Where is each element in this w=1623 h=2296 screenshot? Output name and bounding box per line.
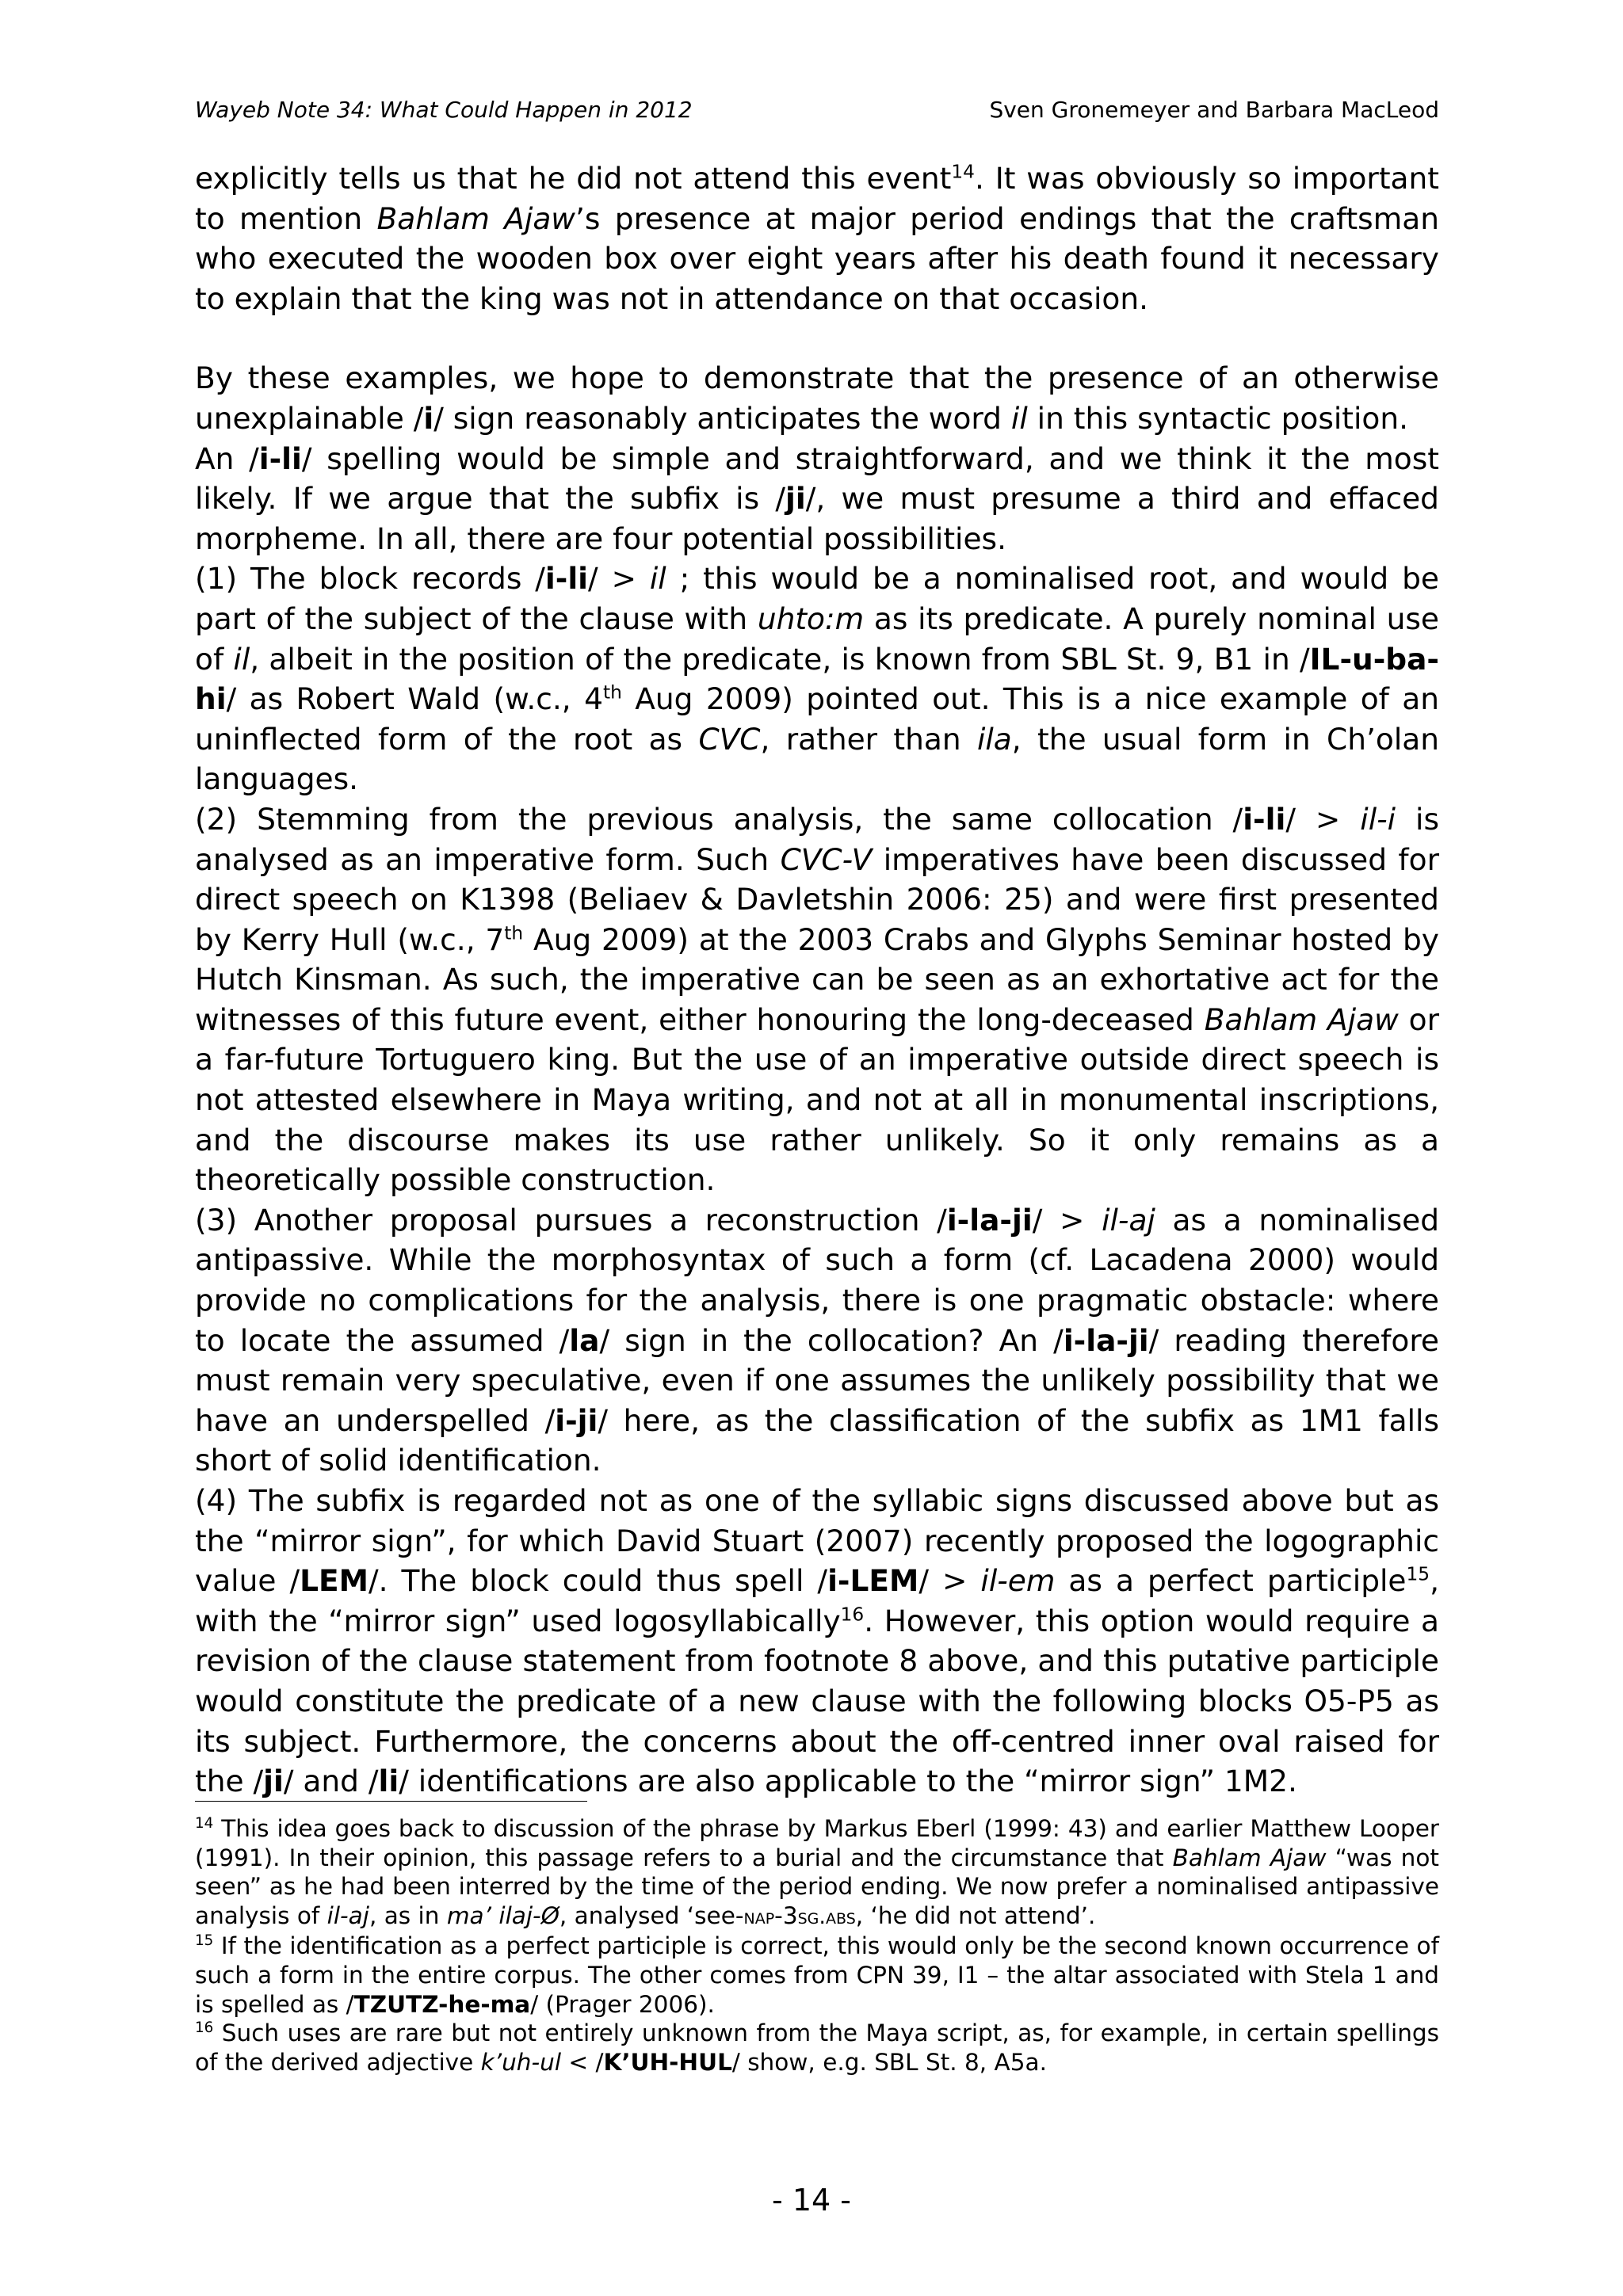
paragraph-possibility-3: (3) Another proposal pursues a reconstruction /i-la-ji/ > il-aj as a nominalised antipassive. While the morphosyntax of such a form (cf. Lacadena 2000) would provide no complications for the analysis, there is one pragmatic obstacle: where to locate the assumed /la/ sign in the collocation? An /i-la-ji/ reading therefore must remain very speculative, even if one assumes the unlikely possibility that we have an underspelled /i-ji/ here, as the classification of the subfix as 1M1 falls short of solid identification. [195, 1202, 1440, 1478]
header-authors: Sven Gronemeyer and Barbara MacLeod [989, 97, 1439, 123]
header-title: Wayeb Note 34: What Could Happen in 2012 [195, 97, 693, 123]
footnote-ref-14[interactable]: 14 [951, 161, 975, 183]
footnote-15: $^{15}$ If the identification as a perfect participle is correct, this would only be the second known occurrence of such a form in the entire corpus. The other comes from CPN 39, I1 – the altar associated with Stela 1 and is spelled as /TZUTZ-he-ma/ (Prager 2006). [195, 1932, 1439, 2018]
footnotes [195, 1814, 1439, 2077]
paragraph-3: An /i-li/ spelling would be simple and straightforward, and we think it the most likely. If we argue that the subfix is /ji/, we must presume a third and effaced morpheme. In all, there are four potential possibilities. [195, 441, 1439, 556]
footnote-ref-16[interactable]: 16 [840, 1604, 865, 1626]
page-number: - 14 - [772, 2183, 851, 2218]
paragraph-1: explicitly tells us that he did not attend this event$^{14}$. It was obviously so important to mention Bahlam Ajaw’s presence at major period endings that the craftsman who executed the wooden box over eight years after his death found it necessary to explain that the king was not in attendance on that occasion. [195, 161, 1440, 316]
paragraph-2: By these examples, we hope to demonstrate that the presence of an otherwise unexplainable /i/ sign reasonably anticipates the word il in this syntactic position. [195, 360, 1439, 436]
paragraph-possibility-4: (4) The subfix is regarded not as one of the syllabic signs discussed above but as the “mirror sign”, for which David Stuart (2007) recently proposed the logographic value /LEM/. The block could thus spell /i-LEM/ > il-em as a perfect participle$^{15}$, with the “mirror sign” used logosyllabically$^{16}$. However, this option would require a revision of the clause statement from footnote 8 above, and this putative participle would constitute the predicate of a new clause with the following blocks O5-P5 as its subject. Furthermore, the concerns about the off-centred inner oval raised for the /ji/ and /li/ identifications are also applicable to the “mirror sign” 1M2. [195, 1483, 1440, 1799]
paragraph-possibility-1: (1) The block records /i-li/ > il ; this would be a nominalised root, and would be part of the subject of the clause with uhto:m as its predicate. A purely nominal use of il, albeit in the position of the predicate, is known from SBL St. 9, B1 in /IL-u-ba-hi/ as Robert Wald (w.c., 4th Aug 2009) pointed out. This is a nice example of an uninflected form of the root as CVC, rather than ila, the usual form in Ch’olan languages. [195, 561, 1440, 797]
paragraph-possibility-2: (2) Stemming from the previous analysis, the same collocation /i-li/ > il-i is analysed as an imperative form. Such CVC-V imperatives have been discussed for direct speech on K1398 (Beliaev & Davletshin 2006: 25) and were first presented by Kerry Hull (w.c., 7th Aug 2009) at the 2003 Crabs and Glyphs Seminar hosted by Hutch Kinsman. As such, the imperative can be seen as an exhortative act for the witnesses of this future event, either honouring the long-deceased Bahlam Ajaw or a far-future Tortuguero king. But the use of an imperative outside direct speech is not attested elsewhere in Maya writing, and not at all in monumental inscriptions, and the discourse makes its use rather unlikely. So it only remains as a theoretically possible construction. [195, 801, 1439, 1198]
footnote-14: $^{14}$ This idea goes back to discussion of the phrase by Markus Eberl (1999: 43) and earlier Matthew Looper (1991). In their opinion, this passage refers to a burial and the circumstance that Bahlam Ajaw “was not seen” as he had been interred by the time of the period ending. We now prefer a nominalised antipassive analysis of il-aj, as in ma’ ilaj-Ø, analysed ‘see-nap-3sg.abs, ‘he did not attend’. [195, 1815, 1439, 1929]
footnote-16: $^{16}$ Such uses are rare but not entirely unknown from the Maya script, as, for example, in certain spellings of the derived adjective k’uh-ul < /K’UH-HUL/ show, e.g. SBL St. 8, A5a. [195, 2019, 1439, 2076]
footnote-ref-15[interactable]: 15 [1406, 1563, 1430, 1585]
main-text [195, 158, 1439, 1802]
running-header [195, 97, 1439, 128]
footnote-separator [195, 1801, 587, 1802]
